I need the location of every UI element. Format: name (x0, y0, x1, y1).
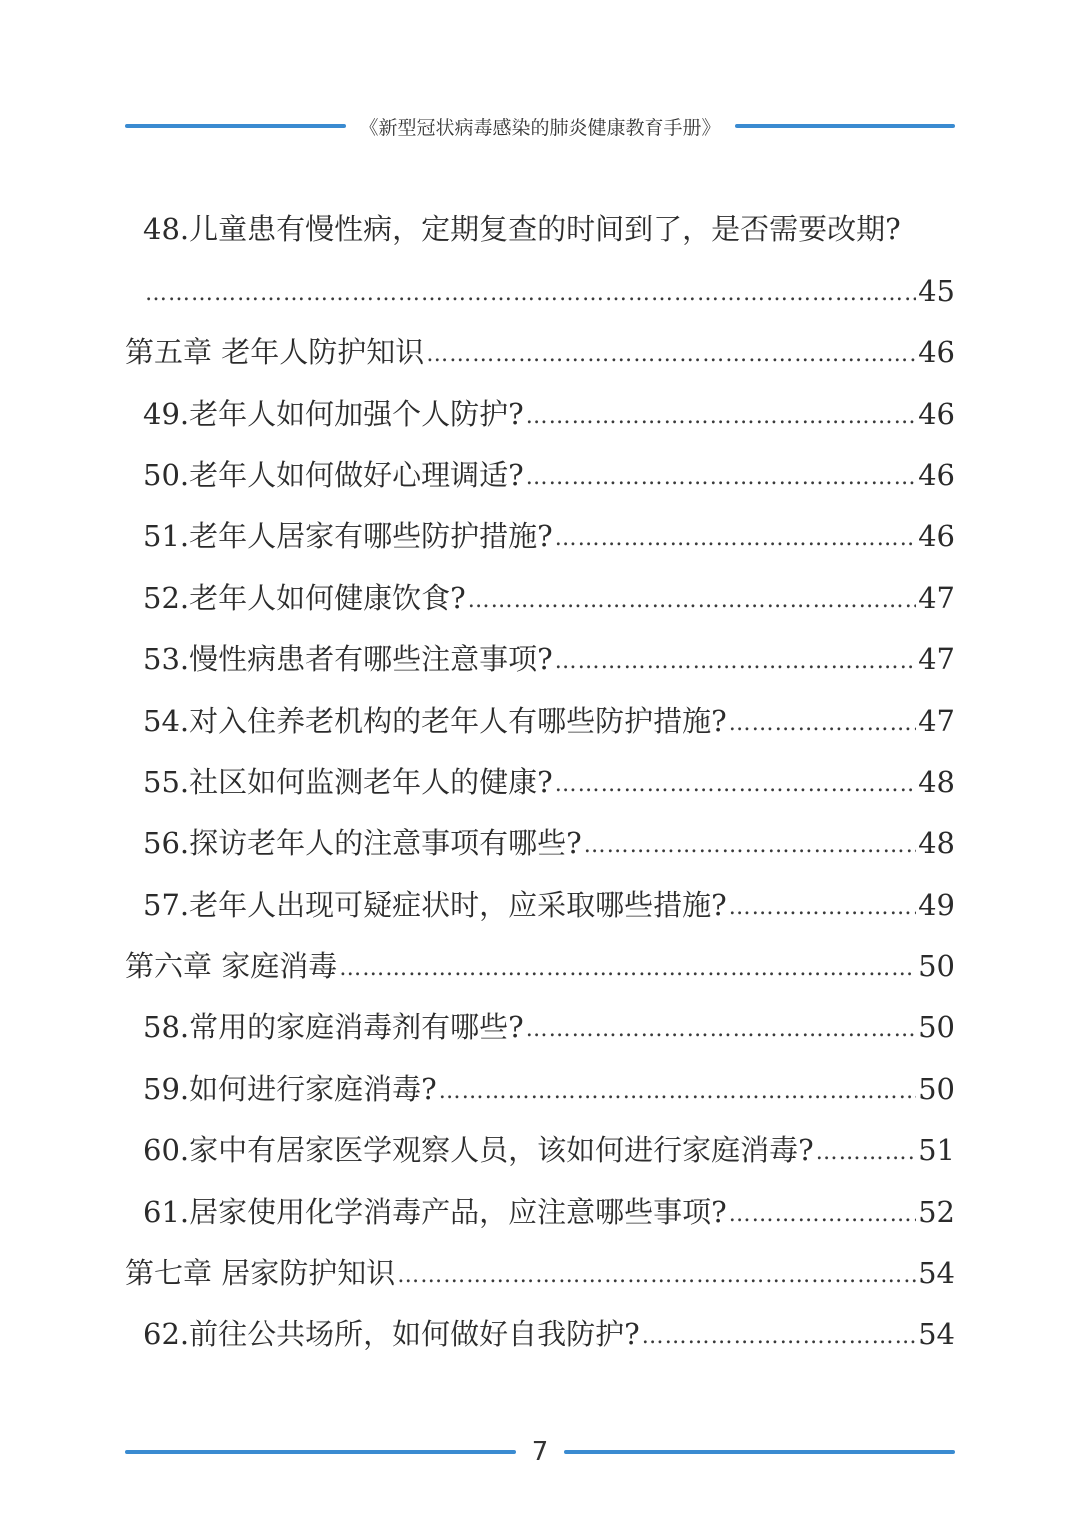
toc-entry-page: 46 (918, 335, 955, 370)
toc-entry-title: 52.老年人如何健康饮食? (143, 580, 466, 615)
toc-entry-title: 55.社区如何监测老年人的健康? (143, 764, 553, 799)
toc-entry-title: 61.居家使用化学消毒产品，应注意哪些事项? (143, 1194, 727, 1229)
toc-entry[interactable] (125, 679, 955, 740)
toc-chapter[interactable] (125, 925, 955, 986)
dot-leader (729, 1198, 916, 1232)
toc-entry-page: 52 (918, 1194, 955, 1229)
toc-entry[interactable] (125, 802, 955, 863)
dot-leader (145, 277, 916, 311)
toc-entry-page: 46 (918, 519, 955, 554)
toc-entry[interactable] (125, 372, 955, 433)
toc-entry-title: 56.探访老年人的注意事项有哪些? (143, 826, 582, 861)
footer-rule-right (564, 1450, 955, 1454)
header-rule-right (735, 124, 956, 128)
dot-leader (468, 584, 916, 618)
toc-entry[interactable] (125, 1109, 955, 1170)
toc-entry-page: 45 (918, 273, 955, 308)
toc-entry[interactable] (125, 495, 955, 556)
dot-leader (729, 707, 916, 741)
page-header (125, 108, 955, 144)
table-of-contents (125, 188, 955, 1354)
toc-entry-title: 59.如何进行家庭消毒? (143, 1071, 437, 1106)
toc-entry-page: 46 (918, 396, 955, 431)
header-rule-left (125, 124, 346, 128)
toc-entry-48-leader[interactable] (125, 249, 955, 310)
toc-entry-48-title[interactable] (125, 188, 955, 249)
dot-leader (555, 522, 916, 556)
toc-entry[interactable] (125, 618, 955, 679)
toc-chapter[interactable] (125, 311, 955, 372)
dot-leader (439, 1075, 916, 1109)
page-footer (125, 1432, 955, 1472)
dot-leader (729, 891, 916, 925)
toc-entry[interactable] (125, 986, 955, 1047)
toc-entry-title: 第七章 居家防护知识 (125, 1256, 396, 1291)
toc-chapter[interactable] (125, 1232, 955, 1293)
toc-entry-page: 47 (918, 580, 955, 615)
toc-entry[interactable] (125, 434, 955, 495)
dot-leader (555, 768, 916, 802)
toc-entry-title: 58.常用的家庭消毒剂有哪些? (143, 1010, 524, 1045)
toc-entry-page: 50 (918, 949, 955, 984)
toc-entry-title: 57.老年人出现可疑症状时，应采取哪些措施? (143, 887, 727, 922)
toc-entry-title: 60.家中有居家医学观察人员，该如何进行家庭消毒? (143, 1133, 814, 1168)
toc-entry-page: 50 (918, 1010, 955, 1045)
toc-entry-title: 50.老年人如何做好心理调适? (143, 457, 524, 492)
toc-entry-title: 第五章 老年人防护知识 (125, 335, 425, 370)
page-number: 7 (531, 1437, 549, 1467)
dot-leader (584, 829, 916, 863)
dot-leader (642, 1320, 916, 1354)
dot-leader (526, 461, 916, 495)
toc-entry-page: 50 (918, 1071, 955, 1106)
toc-entry-list (125, 311, 955, 1355)
toc-entry[interactable] (125, 1170, 955, 1231)
toc-entry[interactable] (125, 741, 955, 802)
toc-entry-title: 54.对入住养老机构的老年人有哪些防护措施? (143, 703, 727, 738)
footer-rule-left (125, 1450, 516, 1454)
toc-entry-page: 48 (918, 826, 955, 861)
toc-entry[interactable] (125, 863, 955, 924)
dot-leader (339, 952, 916, 986)
toc-entry-page: 49 (918, 887, 955, 922)
toc-entry-title: 49.老年人如何加强个人防护? (143, 396, 524, 431)
toc-entry-page: 46 (918, 457, 955, 492)
toc-entry[interactable] (125, 1293, 955, 1354)
dot-leader (426, 338, 916, 372)
toc-entry-page: 47 (918, 703, 955, 738)
dot-leader (526, 400, 916, 434)
dot-leader (555, 645, 916, 679)
toc-entry-title: 53.慢性病患者有哪些注意事项? (143, 642, 553, 677)
book-title: 《新型冠状病毒感染的肺炎健康教育手册》 (359, 116, 721, 139)
dot-leader (526, 1013, 916, 1047)
toc-entry-title: 51.老年人居家有哪些防护措施? (143, 519, 553, 554)
toc-entry-page: 51 (918, 1133, 955, 1168)
toc-entry-page: 47 (918, 642, 955, 677)
toc-entry-title: 48.儿童患有慢性病，定期复查的时间到了，是否需要改期? (143, 212, 901, 247)
toc-entry-page: 54 (918, 1317, 955, 1352)
dot-leader (816, 1136, 916, 1170)
toc-entry[interactable] (125, 556, 955, 617)
toc-entry-title: 第六章 家庭消毒 (125, 949, 338, 984)
toc-entry-title: 62.前往公共场所，如何做好自我防护? (143, 1317, 640, 1352)
dot-leader (397, 1259, 916, 1293)
toc-entry-page: 48 (918, 764, 955, 799)
toc-entry[interactable] (125, 1047, 955, 1108)
toc-entry-page: 54 (918, 1256, 955, 1291)
